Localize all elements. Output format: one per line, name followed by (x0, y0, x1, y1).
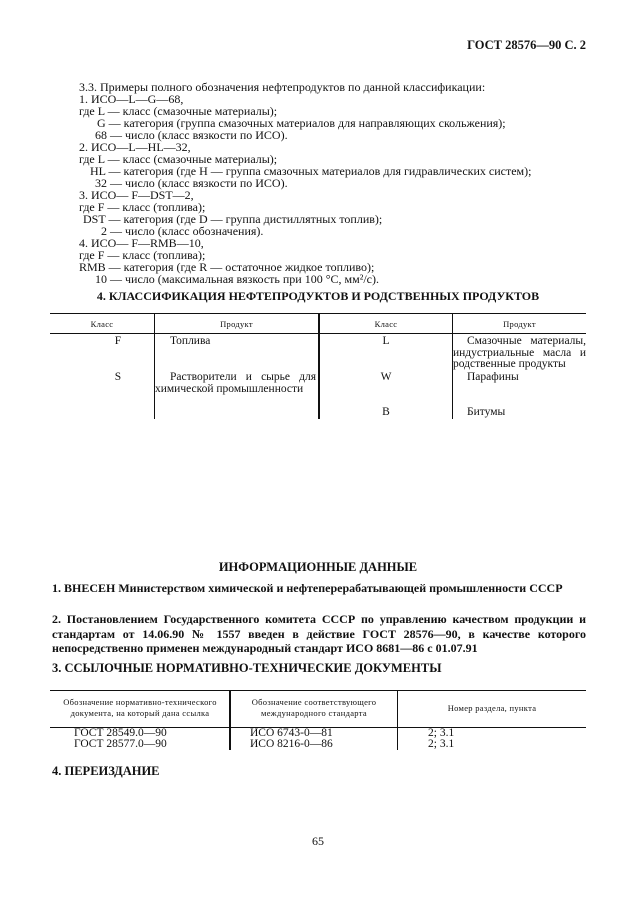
table-cell-product: Растворители и сырье для химической промышленности (155, 371, 316, 395)
table-cell-product: Битумы (467, 406, 506, 418)
page-header: ГОСТ 28576—90 С. 2 (467, 38, 586, 52)
table-cell-product: Топлива (170, 335, 211, 347)
example-line: G — категория (группа смазочных материалов для направляющих скольжения); (97, 116, 506, 130)
table-cell-product: Смазочные материалы, индустриальные масла и родственные продукты (453, 335, 586, 371)
example-line: где L — класс (смазочные материалы); (79, 152, 278, 166)
table-header-class: Класс (90, 319, 114, 329)
table-cell-class: S (114, 371, 122, 383)
info-item-2: 2. Постановлением Государственного комитета СССР по управлению качеством продукции и стандартам от 14.06.90 № 1557 введен в действие ГОСТ 28576—90, в качестве которого непосредственно применен международный стандарт ИСО 8681—86 с 01.07.91 (52, 612, 586, 655)
section-4-title: 4. КЛАССИФИКАЦИЯ НЕФТЕПРОДУКТОВ И РОДСТВЕННЫХ ПРОДУКТОВ (96, 289, 540, 303)
example-line: HL — категория (где H — группа смазочных материалов для гидравлических систем); (90, 164, 532, 178)
ref-cell-doc: ГОСТ 28549.0—90 (74, 727, 167, 739)
ref-cell-doc: ГОСТ 28577.0—90 (74, 738, 167, 750)
ref-cell-std: ИСО 6743-0—81 (250, 727, 333, 739)
example-line: 10 — число (максимальная вязкость при 100 °C, мм²/с). (95, 272, 379, 286)
info-title: ИНФОРМАЦИОННЫЕ ДАННЫЕ (218, 560, 418, 574)
info-item-3-title: 3. ССЫЛОЧНЫЕ НОРМАТИВНО-ТЕХНИЧЕСКИЕ ДОКУМЕНТЫ (52, 661, 442, 675)
example-line: 68 — число (класс вязкости по ИСО). (95, 128, 288, 142)
table-header-class: Класс (374, 319, 398, 329)
example-line: 2. ИСО—L—HL—32, (79, 140, 191, 154)
example-line: где L — класс (смазочные материалы); (79, 104, 278, 118)
example-line: где F — класс (топлива); (79, 248, 206, 262)
ref-cell-sec: 2; 3.1 (428, 727, 455, 739)
example-line: RMB — категория (где R — остаточное жидкое топливо); (79, 260, 375, 274)
table-cell-class: W (380, 371, 392, 383)
table-header-product: Продукт (503, 319, 536, 329)
page-number: 65 (312, 834, 324, 848)
table-cell-class: B (382, 406, 390, 418)
table-cell-product: Парафины (467, 371, 519, 383)
example-line: 32 — число (класс вязкости по ИСО). (95, 176, 288, 190)
ref-header-sec: Номер раздела, пункта (447, 703, 537, 713)
ref-header-std: Обозначение соответствующего международного стандарта (251, 697, 377, 718)
example-line: 1. ИСО—L—G—68, (79, 92, 184, 106)
ref-cell-sec: 2; 3.1 (428, 738, 455, 750)
example-line: 3. ИСО— F—DST—2, (79, 188, 194, 202)
example-line: DST — категория (где D — группа дистиллятных топлив); (83, 212, 383, 226)
table-header-product: Продукт (220, 319, 253, 329)
example-line: где F — класс (топлива); (79, 200, 206, 214)
example-line: 4. ИСО— F—RMB—10, (79, 236, 204, 250)
ref-header-doc: Обозначение нормативно-технического документа, на который дана ссылка (63, 697, 217, 718)
table-cell-class: F (114, 335, 122, 347)
example-line: 3.3. Примеры полного обозначения нефтепродуктов по данной классификации: (79, 80, 486, 94)
table-cell-class: L (382, 335, 390, 347)
ref-cell-std: ИСО 8216-0—86 (250, 738, 333, 750)
info-item-4: 4. ПЕРЕИЗДАНИЕ (52, 764, 160, 778)
info-item-1: 1. ВНЕСЕН Министерством химической и нефтеперерабатывающей промышленности СССР (52, 581, 563, 595)
example-line: 2 — число (класс обозначения). (101, 224, 264, 238)
